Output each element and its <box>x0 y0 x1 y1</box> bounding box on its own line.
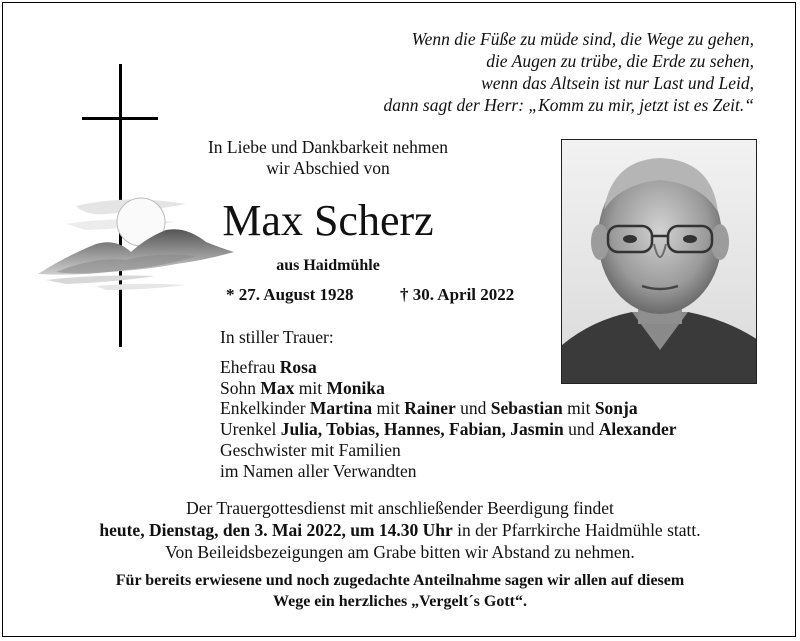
poem-line: wenn das Altsein ist nur Last und Leid, <box>481 73 754 93</box>
thanks-line: Wege ein herzliches „Vergelt´s Gott“. <box>272 593 527 610</box>
thanks-line: Für bereits erwiesene und noch zugedachte Anteilnahme sagen wir allen auf diesem <box>115 572 685 589</box>
service-line <box>0 519 800 541</box>
relation-label: Enkelkinder <box>220 398 310 419</box>
poem-line: Wenn die Füße zu müde sind, die Wege zu gehen, <box>411 29 754 49</box>
hometown: aus Haidmühle <box>276 257 380 274</box>
mourner-line-grandchildren <box>220 398 677 419</box>
mourners-list <box>220 357 677 481</box>
poem <box>384 28 754 116</box>
connector-text: und <box>563 419 599 440</box>
mourner-name: Monika <box>326 377 385 398</box>
connector-text: mit <box>372 398 405 419</box>
service-location: in der Pfarrkirche Haidmühle statt. <box>452 520 701 540</box>
connector-text: mit <box>294 377 327 398</box>
mourner-line-siblings: Geschwister mit Familien <box>220 439 401 460</box>
mourner-name: Rosa <box>279 357 317 377</box>
birth-date: * 27. August 1928 <box>226 285 354 304</box>
thanks-text <box>0 570 800 612</box>
service-line: Der Trauergottesdienst mit anschließender Beerdigung findet <box>186 498 614 518</box>
poem-line: dann sagt der Herr: „Komm zu mir, jetzt ist es Zeit.“ <box>383 95 754 115</box>
mourner-line-greatgrandchildren <box>220 419 677 440</box>
mourner-name: Alexander <box>598 419 677 440</box>
mourner-name: Rainer <box>404 398 456 419</box>
intro-text: In Liebe und Dankbarkeit nehmen wir Abschied von <box>207 137 449 178</box>
mourner-name: Sebastian <box>490 398 563 419</box>
connector-text: und <box>455 398 491 419</box>
mourning-heading: In stiller Trauer: <box>220 327 334 347</box>
funeral-service-info <box>0 497 800 563</box>
mourner-name: Max <box>260 377 295 398</box>
relation-label: Urenkel <box>220 419 281 440</box>
connector-text: mit <box>562 398 595 419</box>
death-date: † 30. April 2022 <box>400 285 515 304</box>
relation-label: Ehefrau <box>220 357 280 377</box>
poem-line: die Augen zu trübe, die Erde zu sehen, <box>486 51 754 71</box>
service-line: Von Beileidsbezeigungen am Grabe bitten wir Abstand zu nehmen. <box>165 542 635 562</box>
mourner-name: Sonja <box>594 398 638 419</box>
relation-label: Sohn <box>220 377 261 398</box>
mourner-line-relatives: im Namen aller Verwandten <box>220 460 417 481</box>
portrait-photo <box>561 139 757 384</box>
mourner-line-wife <box>220 357 677 378</box>
mourner-line-son <box>220 378 677 399</box>
mourner-name: Julia, Tobias, Hannes, Fabian, Jasmin <box>280 419 564 440</box>
service-date-time: heute, Dienstag, den 3. Mai 2022, um 14.30 Uhr <box>99 520 453 540</box>
mourner-name: Martina <box>309 398 373 419</box>
deceased-name: Max Scherz <box>222 196 434 245</box>
